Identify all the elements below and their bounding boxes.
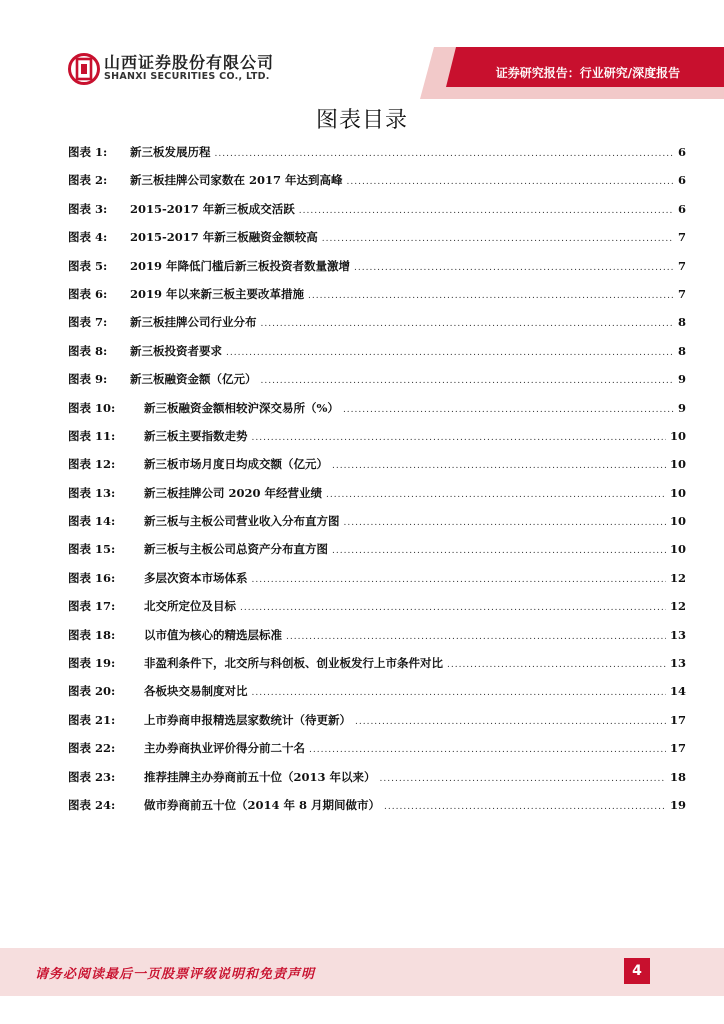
toc-entry-label: 图表 8: <box>68 343 108 358</box>
toc-entry[interactable] <box>68 535 686 563</box>
toc-entry-title: 新三板投资者要求 <box>130 343 222 358</box>
page-header <box>0 0 724 100</box>
table-of-figures <box>68 138 686 819</box>
toc-entry-title: 多层次资本市场体系 <box>144 570 248 585</box>
toc-entry-page: 6 <box>677 173 686 188</box>
toc-entry-label: 图表 9: <box>68 372 108 387</box>
toc-entry-title: 新三板与主板公司总资产分布直方图 <box>144 542 328 557</box>
toc-entry[interactable] <box>68 677 686 705</box>
toc-entry[interactable] <box>68 252 686 280</box>
toc-entry[interactable] <box>68 564 686 592</box>
toc-entry[interactable] <box>68 195 686 223</box>
toc-leader-dots <box>326 481 666 509</box>
toc-entry-title: 新三板挂牌公司家数在 2017 年达到高峰 <box>130 173 343 188</box>
toc-entry-label: 图表 20: <box>68 684 116 699</box>
toc-entry-title: 新三板挂牌公司 2020 年经营业绩 <box>144 485 323 500</box>
toc-entry-label: 图表 23: <box>68 769 116 784</box>
toc-entry[interactable] <box>68 592 686 620</box>
toc-leader-dots <box>384 793 666 821</box>
toc-entry-label: 图表 11: <box>68 428 116 443</box>
toc-leader-dots <box>286 623 666 651</box>
toc-entry[interactable] <box>68 507 686 535</box>
toc-leader-dots <box>322 225 674 253</box>
toc-leader-dots <box>347 168 674 196</box>
toc-leader-dots <box>252 566 666 594</box>
toc-entry-label: 图表 2: <box>68 173 108 188</box>
toc-entry[interactable] <box>68 166 686 194</box>
toc-leader-dots <box>309 736 666 764</box>
toc-entry-label: 图表 4: <box>68 230 108 245</box>
toc-entry-label: 图表 10: <box>68 400 116 415</box>
page-footer <box>0 948 724 996</box>
toc-entry-title: 做市券商前五十位（2014 年 8 月期间做市） <box>144 797 381 812</box>
toc-entry[interactable] <box>68 394 686 422</box>
toc-entry[interactable] <box>68 365 686 393</box>
toc-entry-page: 7 <box>677 230 686 245</box>
toc-entry-label: 图表 14: <box>68 514 116 529</box>
toc-entry-title: 2015-2017 年新三板成交活跃 <box>130 201 295 216</box>
toc-entry-title: 新三板市场月度日均成交额（亿元） <box>144 457 328 472</box>
toc-leader-dots <box>308 282 674 310</box>
toc-entry-page: 13 <box>669 656 686 671</box>
toc-entry-page: 10 <box>669 428 686 443</box>
toc-entry-page: 10 <box>669 514 686 529</box>
toc-leader-dots <box>261 310 674 338</box>
toc-entry-page: 14 <box>669 684 686 699</box>
toc-entry-page: 6 <box>677 145 686 159</box>
toc-leader-dots <box>355 708 666 736</box>
toc-entry-label: 图表 1: <box>68 145 108 159</box>
toc-entry-page: 10 <box>669 542 686 557</box>
toc-entry-page: 8 <box>677 315 686 330</box>
toc-entry-label: 图表 12: <box>68 457 116 472</box>
toc-leader-dots <box>261 367 674 395</box>
toc-leader-dots <box>299 197 674 225</box>
toc-entry-title: 新三板融资金额（亿元） <box>130 372 257 387</box>
disclaimer-text: 请务必阅读最后一页股票评级说明和免责声明 <box>35 967 316 982</box>
toc-leader-dots <box>344 509 666 537</box>
toc-entry-label: 图表 15: <box>68 542 116 557</box>
toc-entry-page: 10 <box>669 485 686 500</box>
toc-entry-title: 主办券商执业评价得分前二十名 <box>144 741 305 756</box>
toc-entry-title: 非盈利条件下，北交所与科创板、创业板发行上市条件对比 <box>144 656 443 671</box>
toc-entry[interactable] <box>68 479 686 507</box>
toc-entry[interactable] <box>68 791 686 819</box>
toc-entry-page: 9 <box>677 372 686 387</box>
toc-entry-label: 图表 18: <box>68 627 116 642</box>
toc-entry[interactable] <box>68 337 686 365</box>
report-type-label: 证券研究报告：行业研究/深度报告 <box>495 66 681 80</box>
toc-entry-label: 图表 19: <box>68 656 116 671</box>
toc-leader-dots <box>226 339 674 367</box>
toc-entry-title: 新三板融资金额相较沪深交易所（%） <box>144 400 339 415</box>
toc-leader-dots <box>332 452 666 480</box>
toc-entry-title: 推荐挂牌主办券商前五十位（2013 年以来） <box>144 769 376 784</box>
toc-entry[interactable] <box>68 450 686 478</box>
toc-entry-page: 7 <box>677 258 686 273</box>
toc-entry-page: 19 <box>669 797 686 812</box>
toc-entry-page: 10 <box>669 457 686 472</box>
toc-entry[interactable] <box>68 621 686 649</box>
toc-entry-label: 图表 17: <box>68 599 116 614</box>
toc-entry-title: 各板块交易制度对比 <box>144 684 248 699</box>
toc-entry-page: 7 <box>677 286 686 301</box>
toc-entry-label: 图表 22: <box>68 741 116 756</box>
page-title: 图表目录 <box>315 108 408 133</box>
toc-entry[interactable] <box>68 734 686 762</box>
toc-entry-page: 12 <box>669 599 686 614</box>
toc-entry-title: 2019 年降低门槛后新三板投资者数量激增 <box>130 258 351 273</box>
toc-leader-dots <box>215 140 674 168</box>
toc-entry-label: 图表 13: <box>68 485 116 500</box>
toc-leader-dots <box>380 765 666 793</box>
toc-entry-label: 图表 3: <box>68 201 108 216</box>
toc-entry-page: 18 <box>669 769 686 784</box>
toc-entry-label: 图表 7: <box>68 315 108 330</box>
company-name-cn: 山西证券股份有限公司 <box>104 53 275 72</box>
toc-entry[interactable] <box>68 649 686 677</box>
toc-leader-dots <box>252 679 666 707</box>
toc-entry-page: 17 <box>669 712 686 727</box>
toc-leader-dots <box>343 396 674 424</box>
toc-entry-label: 图表 21: <box>68 712 116 727</box>
toc-entry-page: 8 <box>677 343 686 358</box>
toc-leader-dots <box>447 651 666 679</box>
toc-entry-label: 图表 5: <box>68 258 108 273</box>
company-name-en: SHANXI SECURITIES CO., LTD. <box>104 71 270 82</box>
toc-entry-title: 上市券商申报精选层家数统计（待更新） <box>144 712 351 727</box>
toc-entry[interactable] <box>68 763 686 791</box>
page-number: 4 <box>624 958 650 984</box>
toc-entry-title: 新三板与主板公司营业收入分布直方图 <box>144 514 340 529</box>
toc-entry[interactable] <box>68 223 686 251</box>
toc-entry-title: 2015-2017 年新三板融资金额较高 <box>130 230 318 245</box>
toc-leader-dots <box>332 537 666 565</box>
toc-entry[interactable] <box>68 706 686 734</box>
toc-entry-page: 17 <box>669 741 686 756</box>
toc-entry-title: 新三板挂牌公司行业分布 <box>130 315 257 330</box>
toc-entry-title: 新三板主要指数走势 <box>144 428 248 443</box>
company-logo-icon <box>68 53 100 85</box>
toc-entry-page: 9 <box>677 400 686 415</box>
toc-entry[interactable] <box>68 308 686 336</box>
toc-leader-dots <box>354 254 674 282</box>
toc-entry-page: 12 <box>669 570 686 585</box>
toc-entry-title: 新三板发展历程 <box>130 145 211 159</box>
toc-entry-page: 6 <box>677 201 686 216</box>
toc-leader-dots <box>252 424 666 452</box>
toc-entry-label: 图表 6: <box>68 286 108 301</box>
toc-entry-title: 2019 年以来新三板主要改革措施 <box>130 286 305 301</box>
toc-entry-page: 13 <box>669 627 686 642</box>
toc-entry[interactable] <box>68 280 686 308</box>
toc-entry-title: 北交所定位及目标 <box>144 599 236 614</box>
toc-entry-title: 以市值为核心的精选层标准 <box>144 627 282 642</box>
toc-leader-dots <box>240 594 666 622</box>
toc-entry[interactable] <box>68 422 686 450</box>
toc-entry-label: 图表 24: <box>68 797 116 812</box>
toc-entry[interactable] <box>68 138 686 166</box>
toc-entry-label: 图表 16: <box>68 570 116 585</box>
